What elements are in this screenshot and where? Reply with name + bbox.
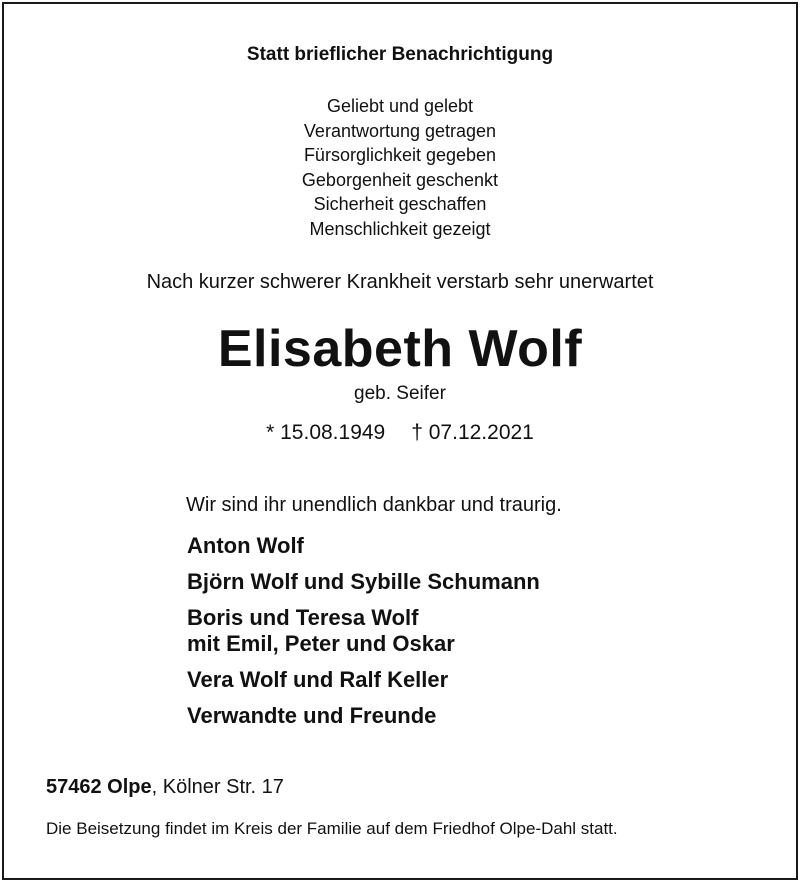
family-name: Anton Wolf: [187, 533, 304, 558]
family-entry: [187, 667, 540, 693]
family-list: [187, 533, 540, 739]
address: [46, 776, 284, 799]
thanks-text: Wir sind ihr unendlich dankbar und traurig.: [186, 494, 562, 516]
family-name: mit Emil, Peter und Oskar: [187, 631, 455, 656]
family-entry: [187, 569, 540, 595]
intro-text: Nach kurzer schwerer Krankheit verstarb sehr unerwartet: [146, 271, 654, 293]
birth-date: * 15.08.1949: [266, 421, 386, 444]
death-date: † 07.12.2021: [411, 421, 534, 444]
family-entry: [187, 605, 540, 657]
notice-header: Statt brieflicher Benachrichtigung: [246, 44, 554, 65]
poem-line: Geborgenheit geschenkt: [301, 169, 499, 190]
poem-line: Sicherheit geschaffen: [313, 194, 487, 214]
family-name: Björn Wolf und Sybille Schumann: [187, 569, 540, 594]
family-name: Vera Wolf und Ralf Keller: [187, 667, 449, 692]
postal-city: 57462 Olpe: [46, 776, 152, 798]
family-name: Verwandte und Freunde: [187, 703, 437, 728]
street: , Kölner Str. 17: [151, 776, 284, 798]
poem-line: Verantwortung getragen: [303, 120, 497, 141]
poem-line: Menschlichkeit gezeigt: [309, 218, 491, 239]
poem-line: Fürsorglichkeit gegeben: [303, 145, 497, 165]
deceased-name: Elisabeth Wolf: [217, 320, 583, 378]
poem-line: Geliebt und gelebt: [326, 96, 474, 116]
family-name: Boris und Teresa Wolf: [187, 605, 419, 630]
family-entry: [187, 533, 540, 559]
family-entry: [187, 703, 540, 729]
funeral-note: Die Beisetzung findet im Kreis der Familie auf dem Friedhof Olpe-Dahl statt.: [46, 819, 618, 838]
life-dates: [0, 421, 800, 445]
birth-name: geb. Seifer: [354, 383, 446, 404]
poem: [0, 94, 800, 241]
